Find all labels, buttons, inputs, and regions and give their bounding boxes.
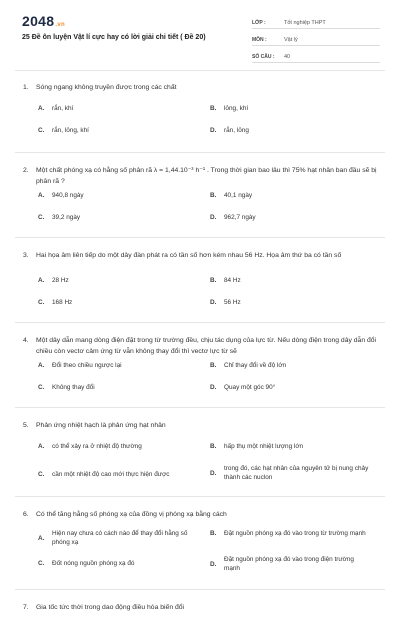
question-body: Có thể tăng hằng số phóng xạ của đồng vị phóng xạ bằng cách xyxy=(36,511,227,518)
option-text: 40,1 ngày xyxy=(224,192,253,199)
option-text: 28 Hz xyxy=(52,277,69,284)
question-number: 3. xyxy=(23,252,29,259)
meta-key: MÔN : xyxy=(252,37,267,43)
option-text: rắn, lỏng, khí xyxy=(52,127,89,134)
option-b[interactable] xyxy=(210,104,370,113)
exam-title: 25 Đề ôn luyện Vật lí cực hay có lời giải chi tiết ( Đề 20) xyxy=(22,34,206,41)
option-text: 39,2 ngày xyxy=(52,214,81,221)
option-label: C. xyxy=(38,127,45,134)
question-text xyxy=(23,420,383,431)
option-c[interactable] xyxy=(38,383,198,392)
question-3 xyxy=(15,238,385,323)
question-7 xyxy=(15,590,385,620)
question-text xyxy=(23,335,383,357)
exam-meta xyxy=(252,14,380,65)
option-label: B. xyxy=(210,362,217,369)
option-text: rắn, lỏng xyxy=(224,127,249,134)
option-text: Đặt nguồn phóng xạ đó vào trong từ trường mạnh xyxy=(224,530,366,537)
option-label: C. xyxy=(38,384,45,391)
question-text xyxy=(23,165,383,187)
question-1 xyxy=(15,70,385,153)
option-text: Chỉ thay đổi về độ lớn xyxy=(224,362,287,369)
option-text: lỏng, khí xyxy=(224,105,249,112)
question-body: Một dây dẫn mang dòng điện đặt trong từ trường đều, chịu tác dụng của lực từ. Nếu dòng điện trong dây dẫn đổi chiều còn vectơ cảm ứng từ vẫn không thay đổi thì vectơ lực từ sẽ xyxy=(36,337,377,355)
question-4 xyxy=(15,323,385,408)
question-number: 6. xyxy=(23,511,29,518)
option-text: Đặt nguồn phóng xạ đó vào trong điện trường mạnh xyxy=(224,556,354,572)
question-number: 1. xyxy=(23,84,29,91)
option-a[interactable] xyxy=(38,442,198,451)
option-text: Quay một góc 90° xyxy=(224,384,276,391)
option-label: D. xyxy=(210,469,217,477)
option-label: D. xyxy=(210,560,217,568)
option-c[interactable] xyxy=(38,213,198,222)
option-d[interactable] xyxy=(210,298,370,307)
option-text: rắn, khí xyxy=(52,105,74,112)
question-number: 2. xyxy=(23,167,29,174)
option-d[interactable] xyxy=(210,464,370,482)
option-label: B. xyxy=(210,530,217,537)
option-label: C. xyxy=(38,471,45,478)
meta-value: 40 xyxy=(284,54,291,60)
option-label: B. xyxy=(210,105,217,112)
option-text: 962,7 ngày xyxy=(224,214,256,221)
option-text: cần một nhiệt độ cao mới thực hiện được xyxy=(52,471,170,478)
option-text: 940,8 ngày xyxy=(52,192,84,199)
question-text xyxy=(23,82,383,93)
option-b[interactable] xyxy=(210,529,370,538)
option-text: có thể xảy ra ở nhiệt độ thường xyxy=(52,443,142,450)
option-d[interactable] xyxy=(210,126,370,135)
option-b[interactable] xyxy=(210,361,370,370)
question-number: 4. xyxy=(23,337,29,344)
option-d[interactable] xyxy=(210,555,370,573)
logo-suffix: .vn xyxy=(55,22,65,28)
logo-text: 2048 xyxy=(22,13,55,29)
option-label: B. xyxy=(210,443,217,450)
option-label: A. xyxy=(38,277,45,284)
question-text xyxy=(23,250,383,261)
option-d[interactable] xyxy=(210,383,370,392)
option-a[interactable] xyxy=(38,104,198,113)
option-a[interactable] xyxy=(38,361,198,370)
option-label: C. xyxy=(38,214,45,221)
option-text: trong đó, các hạt nhân của nguyên tử bị nung chảy thành các nuclon xyxy=(224,465,369,481)
question-list xyxy=(0,70,400,620)
option-c[interactable] xyxy=(38,559,198,568)
question-2 xyxy=(15,153,385,238)
option-text: 168 Hz xyxy=(52,299,73,306)
meta-row-count xyxy=(252,48,380,63)
site-logo[interactable] xyxy=(22,13,65,29)
question-body: Một chất phóng xạ có hằng số phân rã λ = 1,44.10⁻³ h⁻¹ . Trong thời gian bao lâu thì 75% hạt nhân ban đầu sẽ bị phân rã ? xyxy=(36,167,377,185)
option-text: Đốt nóng nguồn phóng xạ đó xyxy=(52,560,135,567)
option-c[interactable] xyxy=(38,298,198,307)
option-text: hấp thụ một nhiệt lượng lớn xyxy=(224,443,304,450)
meta-key: LỚP : xyxy=(252,20,266,26)
option-b[interactable] xyxy=(210,191,370,200)
option-a[interactable] xyxy=(38,191,198,200)
question-text xyxy=(23,602,383,613)
option-b[interactable] xyxy=(210,442,370,451)
option-label: A. xyxy=(38,534,45,542)
meta-value: Tốt nghiệp THPT xyxy=(284,20,326,26)
question-number: 7. xyxy=(23,604,29,611)
question-body: Sóng ngang không truyền được trong các chất xyxy=(36,84,177,91)
option-label: A. xyxy=(38,443,45,450)
question-6 xyxy=(15,497,385,590)
option-d[interactable] xyxy=(210,213,370,222)
question-body: Hai họa âm liên tiếp do một dây đàn phát ra có tần số hơn kém nhau 56 Hz. Họa âm thứ ba có tần số xyxy=(36,252,342,259)
question-5 xyxy=(15,408,385,497)
option-label: B. xyxy=(210,277,217,284)
option-text: Không thay đổi xyxy=(52,384,95,391)
meta-row-subject xyxy=(252,31,380,46)
option-label: C. xyxy=(38,560,45,567)
option-label: D. xyxy=(210,127,217,134)
meta-row-class xyxy=(252,14,380,29)
option-label: D. xyxy=(210,299,217,306)
option-text: 56 Hz xyxy=(224,299,241,306)
option-label: A. xyxy=(38,105,45,112)
option-label: A. xyxy=(38,362,45,369)
option-text: 84 Hz xyxy=(224,277,241,284)
question-body: Gia tốc tức thời trong dao động điều hòa biến đổi xyxy=(36,604,185,611)
question-body: Phản ứng nhiệt hạch là phản ứng hạt nhân xyxy=(36,422,166,429)
option-label: D. xyxy=(210,214,217,221)
option-label: A. xyxy=(38,192,45,199)
option-a[interactable] xyxy=(38,276,198,285)
option-text: Hiện nay chưa có cách nào để thay đổi hằng số phóng xạ xyxy=(52,530,188,546)
option-c[interactable] xyxy=(38,126,198,135)
option-c[interactable] xyxy=(38,470,198,479)
question-number: 5. xyxy=(23,422,29,429)
exam-header xyxy=(0,0,400,68)
question-text xyxy=(23,509,383,520)
option-label: B. xyxy=(210,192,217,199)
option-a[interactable] xyxy=(38,529,198,547)
meta-key: SỐ CÂU : xyxy=(252,54,275,60)
option-b[interactable] xyxy=(210,276,370,285)
option-text: Đổi theo chiều ngược lại xyxy=(52,362,122,369)
option-label: C. xyxy=(38,299,45,306)
option-label: D. xyxy=(210,384,217,391)
meta-value: Vật lý xyxy=(284,37,298,43)
